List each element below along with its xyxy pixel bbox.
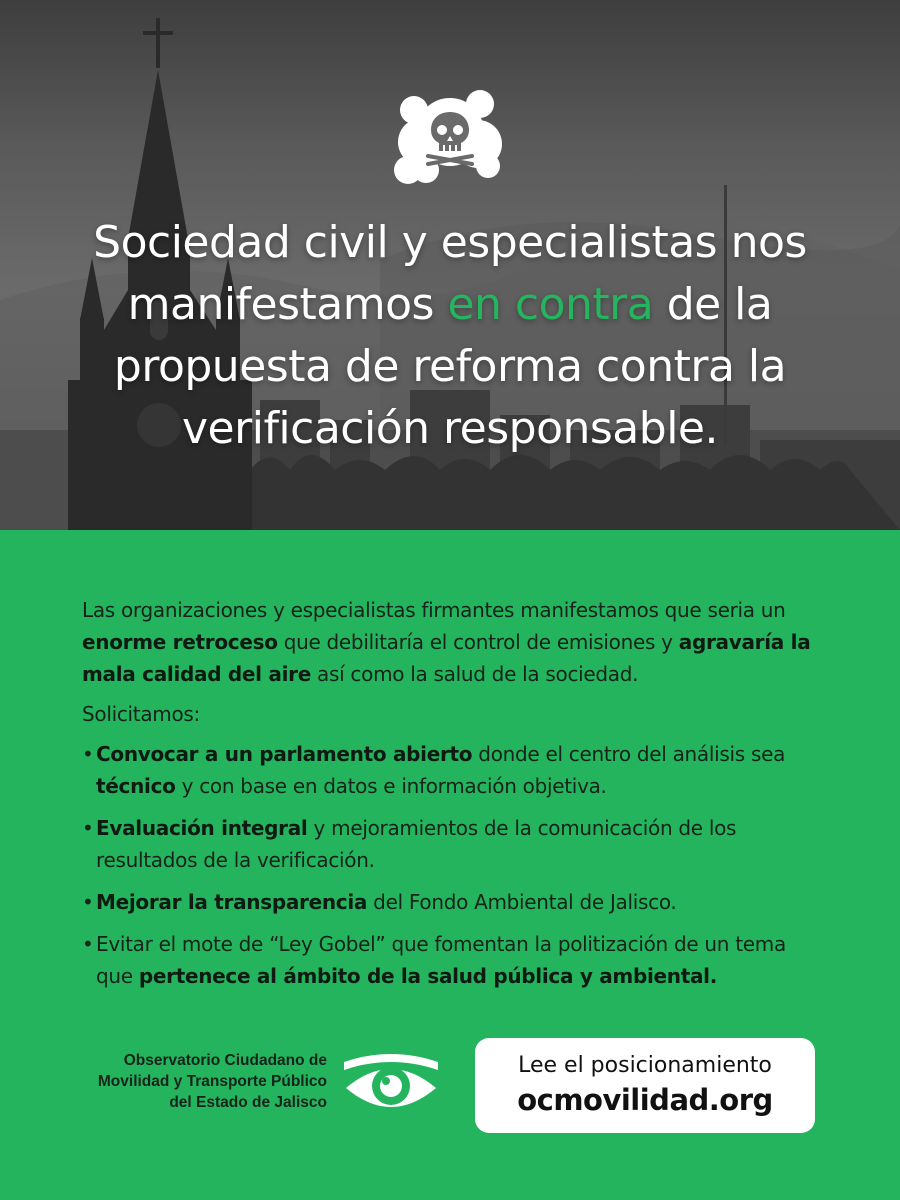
list-item: • Convocar a un parlamento abierto donde el centro del análisis sea técnico y con base en datos e información objetiva. [82,742,786,798]
headline-accent: en contra [447,279,654,330]
headline: Sociedad civil y especialistas nos manifestamos en contra de la propuesta de reforma contra la verificación responsable. [93,217,807,454]
organization-name: Observatorio Ciudadano de Movilidad y Transporte Público del Estado de Jalisco [97,1052,327,1111]
requests-list [82,738,827,992]
position-link-button[interactable] [475,1038,815,1133]
list-item: • Evitar el mote de “Ley Gobel” que fomentan la politización de un tema que pertenece al ámbito de la salud pública y ambiental. [82,932,786,988]
cta-label: Lee el posicionamiento [518,1053,772,1078]
list-item: • Mejorar la transparencia del Fondo Ambiental de Jalisco. [82,890,677,914]
hero-photo-section [0,0,900,530]
list-item: • Evaluación integral y mejoramientos de la comunicación de los resultados de la verificación. [82,816,737,872]
requests-heading: Solicitamos: [82,702,200,726]
website-link[interactable]: ocmovilidad.org [517,1083,773,1117]
intro-paragraph: Las organizaciones y especialistas firmantes manifestamos que seria un enorme retroceso que debilitaría el control de emisiones y agravaría la mala calidad del aire así como la salud de la sociedad. [82,598,811,686]
polluted-cloud-skull-icon [390,86,508,188]
statement-body [82,594,827,1002]
eye-icon [342,1052,440,1118]
